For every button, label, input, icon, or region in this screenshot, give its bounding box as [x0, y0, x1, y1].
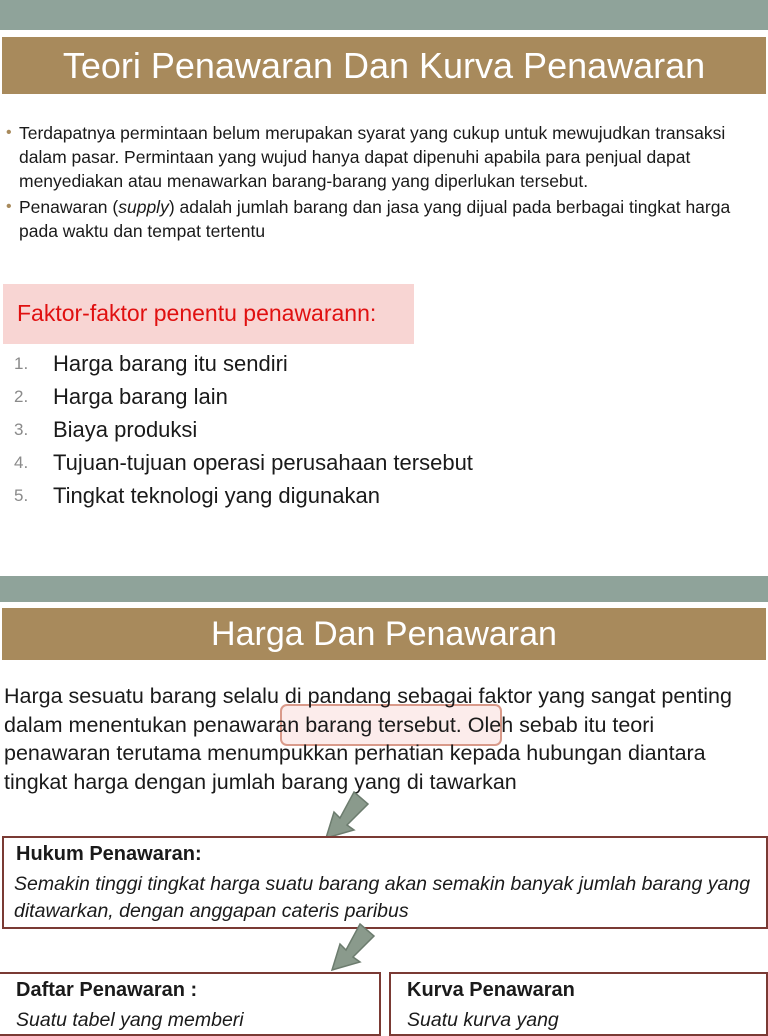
list-label: Harga barang lain [53, 384, 228, 409]
list-number: 2. [14, 387, 29, 406]
middle-band [0, 576, 768, 602]
daftar-box [0, 972, 381, 1036]
list-label: Tingkat teknologi yang digunakan [53, 483, 380, 508]
kurva-body: Suatu kurva yang [407, 1009, 559, 1031]
slide2-title: Harga Dan Penawaran [2, 608, 766, 660]
top-band [0, 0, 768, 30]
hukum-body: Semakin tinggi tingkat harga suatu barang akan semakin banyak jumlah barang yang ditawarkan, dengan anggapan cateris paribus [14, 873, 751, 922]
daftar-body: Suatu tabel yang memberi [16, 1009, 244, 1031]
arrow-down-icon [316, 790, 376, 842]
list-number: 4. [14, 453, 29, 472]
list-number: 1. [14, 354, 29, 373]
kurva-heading: Kurva Penawaran [407, 979, 575, 1001]
list-label: Harga barang itu sendiri [53, 351, 288, 376]
factors-heading: Faktor-faktor penentu penawarann: [17, 300, 377, 326]
list-number: 3. [14, 420, 29, 439]
bullet-dot-icon: • [6, 124, 12, 141]
bullet-text-post: ) adalah jumlah barang dan jasa yang dijual pada berbagai tingkat harga pada waktu dan tempat tertentu [19, 197, 731, 241]
list-label: Tujuan-tujuan operasi perusahaan tersebut [53, 450, 473, 475]
bullet-dot-icon: • [6, 198, 12, 215]
list-label: Biaya produksi [53, 417, 198, 442]
slide1-title: Teori Penawaran Dan Kurva Penawaran [2, 37, 766, 94]
bullet-text-pre: Penawaran ( [19, 197, 119, 217]
arrow-down-icon [322, 922, 382, 974]
hukum-heading: Hukum Penawaran: [16, 843, 202, 865]
slide1-bullets [6, 121, 766, 243]
bullet-text-em: supply [118, 197, 169, 217]
slide2-paragraph: Harga sesuatu barang selalu di pandang sebagai faktor yang sangat penting dalam menentukan penawaran barang tersebut. Oleh sebab itu teori penawaran terutama menumpukkan perhatian kepada hubungan diantara tingkat harga dengan jumlah barang yang di tawarkan [4, 684, 732, 794]
bullet-item [6, 195, 766, 243]
bullet-item [6, 121, 766, 193]
kurva-box [389, 972, 768, 1036]
hukum-box [2, 836, 768, 929]
list-number: 5. [14, 486, 29, 505]
bullet-text: Terdapatnya permintaan belum merupakan syarat yang cukup untuk mewujudkan transaksi dalam pasar. Permintaan yang wujud hanya dapat dipenuhi apabila para penjual dapat menyediakan atau menawarkan barang-barang yang diperlukan tersebut. [19, 123, 726, 191]
factors-heading-box [3, 284, 414, 344]
daftar-heading: Daftar Penawaran : [16, 979, 198, 1001]
